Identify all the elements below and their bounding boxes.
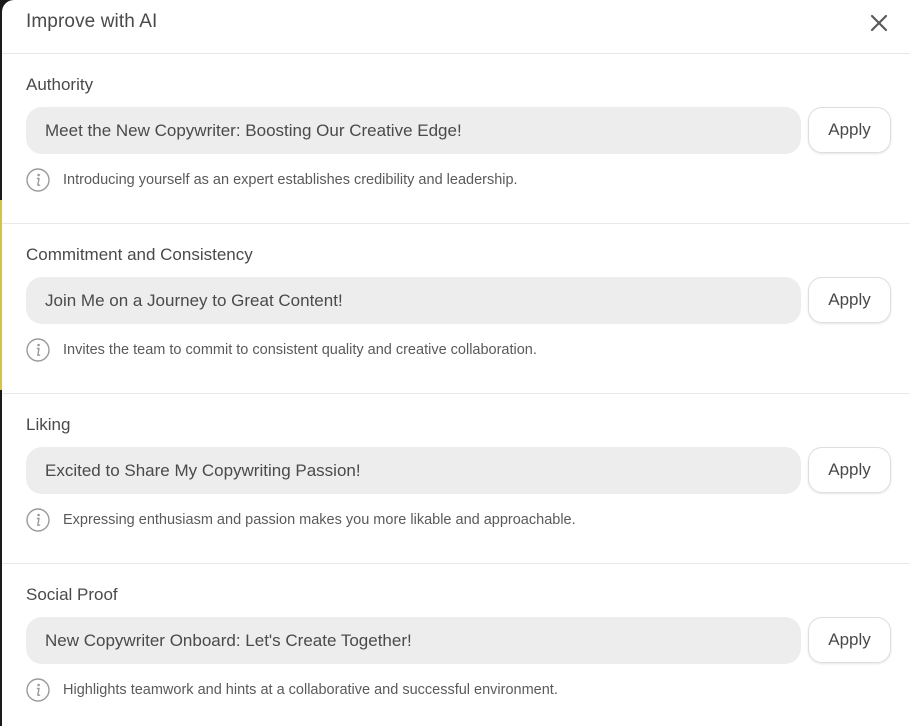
improve-with-ai-dialog xyxy=(2,0,910,726)
apply-button[interactable]: Apply xyxy=(808,107,891,153)
suggestion-field[interactable]: New Copywriter Onboard: Let's Create Together! xyxy=(26,617,801,664)
section-label: Authority xyxy=(26,75,94,94)
close-icon xyxy=(868,12,890,34)
suggestion-field[interactable]: Excited to Share My Copywriting Passion! xyxy=(26,447,801,494)
info-icon xyxy=(26,168,50,192)
hint-text: Expressing enthusiasm and passion makes you more likable and approachable. xyxy=(63,512,576,528)
section-label: Commitment and Consistency xyxy=(26,245,253,264)
hint-text: Highlights teamwork and hints at a collaborative and successful environment. xyxy=(63,682,558,698)
dialog-header xyxy=(2,0,910,54)
info-icon xyxy=(26,678,50,702)
apply-button[interactable]: Apply xyxy=(808,617,891,663)
hint-row xyxy=(26,507,576,533)
apply-button[interactable]: Apply xyxy=(808,277,891,323)
info-icon xyxy=(26,338,50,362)
hint-text: Introducing yourself as an expert establishes credibility and leadership. xyxy=(63,172,518,188)
dialog-title: Improve with AI xyxy=(26,11,158,32)
section-liking xyxy=(2,394,910,564)
hint-row xyxy=(26,677,558,703)
close-button[interactable] xyxy=(868,12,890,34)
section-label: Liking xyxy=(26,415,71,434)
hint-row xyxy=(26,337,537,363)
section-social-proof xyxy=(2,564,910,726)
section-commitment-and-consistency xyxy=(2,224,910,394)
section-label: Social Proof xyxy=(26,585,118,604)
hint-text: Invites the team to commit to consistent quality and creative collaboration. xyxy=(63,342,537,358)
info-icon xyxy=(26,508,50,532)
apply-button[interactable]: Apply xyxy=(808,447,891,493)
hint-row xyxy=(26,167,518,193)
section-authority xyxy=(2,54,910,224)
suggestion-field[interactable]: Meet the New Copywriter: Boosting Our Creative Edge! xyxy=(26,107,801,154)
suggestion-field[interactable]: Join Me on a Journey to Great Content! xyxy=(26,277,801,324)
